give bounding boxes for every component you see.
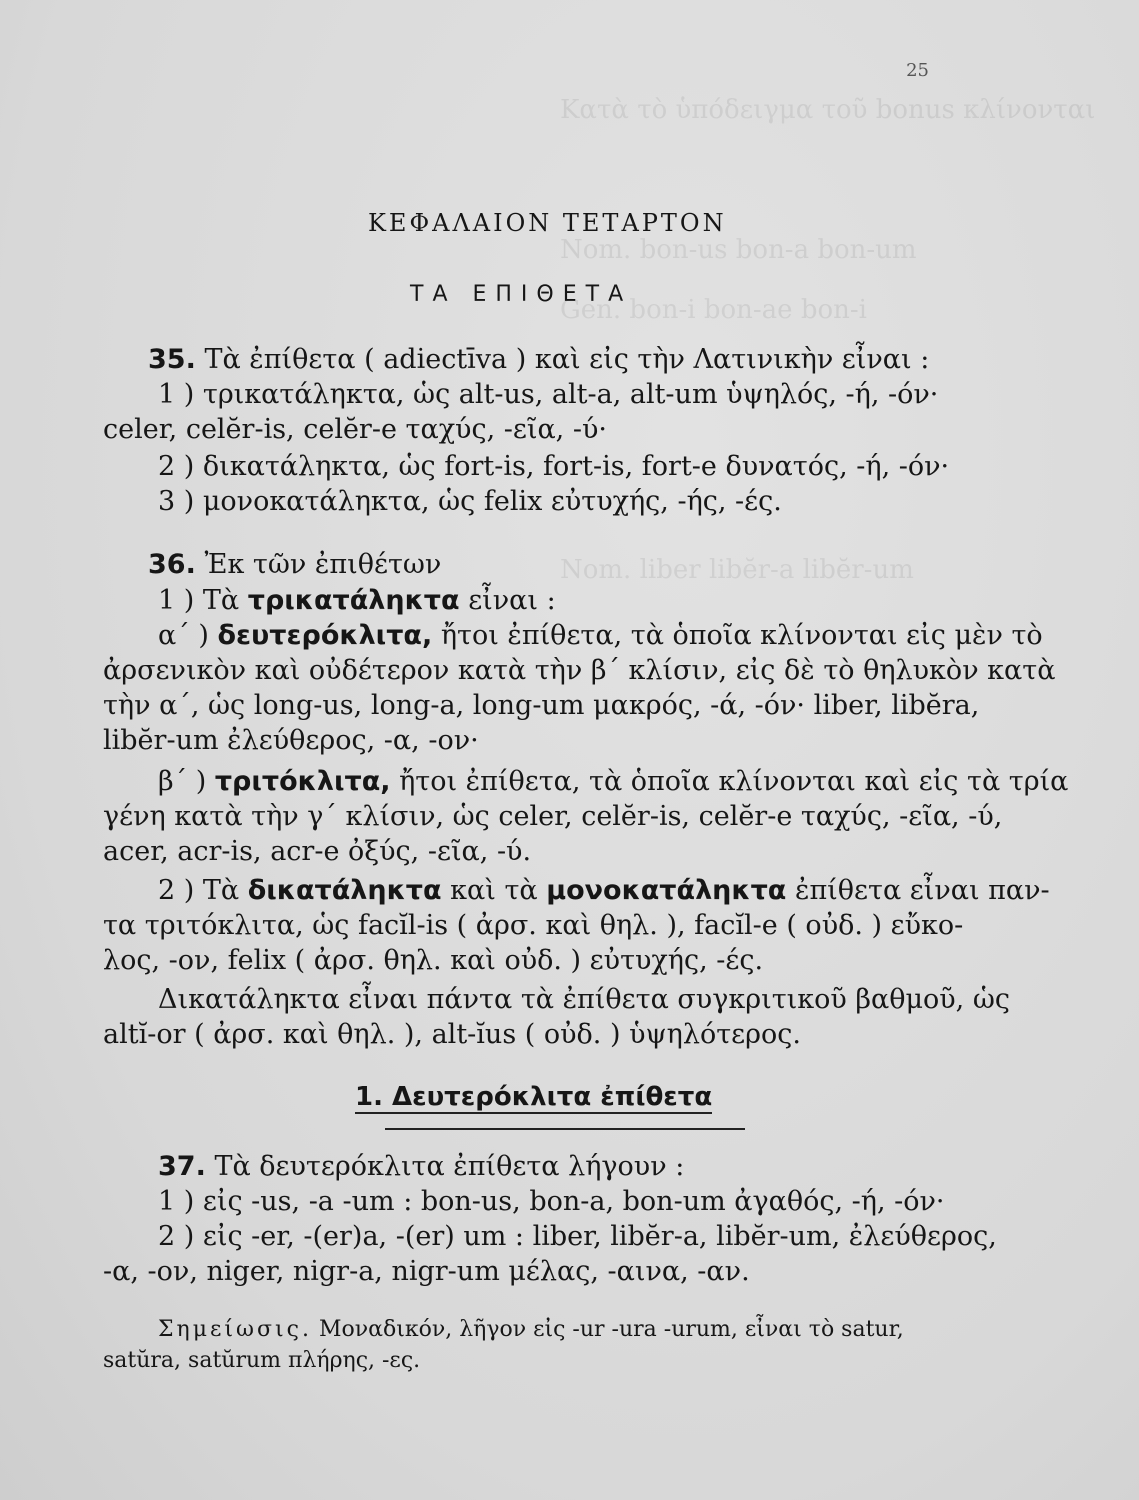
paragraph-36-line-1: 36. Ἐκ τῶν ἐπιθέτων bbox=[148, 549, 442, 580]
paragraph-35-line-1: 35. Τὰ ἐπίθετα ( adiectīva ) καὶ εἰς τὴν Λατινικὴν εἶναι : bbox=[148, 344, 930, 375]
paragraph-36-item-2-line-3: λος, -ον, felix ( ἀρσ. θηλ. καὶ οὐδ. ) εὐτυχής, -ές. bbox=[103, 945, 764, 976]
paragraph-36-note-line-1: Δικατάληκτα εἶναι πάντα τὰ ἐπίθετα συγκριτικοῦ βαθμοῦ, ὡς bbox=[158, 984, 1010, 1015]
note-line-2: satŭra, satŭrum πλήρης, -ες. bbox=[103, 1348, 421, 1373]
note-label: Σημείωσις. bbox=[158, 1317, 312, 1342]
paragraph-35-line-2: 1 ) τρικατάληκτα, ὡς alt-us, alt-a, alt-um ὑψηλός, -ή, -όν· bbox=[158, 379, 939, 410]
paragraph-36-item-b-line-1: β΄ ) τριτόκλιτα, ἤτοι ἐπίθετα, τὰ ὁποῖα κλίνονται καὶ εἰς τὰ τρία bbox=[158, 766, 1069, 797]
paragraph-37-line-2: 1 ) εἰς -us, -a -um : bon-us, bon-a, bon-um ἀγαθός, -ή, -όν· bbox=[158, 1186, 945, 1217]
section-title: ΤΑ ΕΠΙΘΕΤΑ bbox=[410, 282, 633, 307]
paragraph-37-line-3: 2 ) εἰς -er, -(er)a, -(er) um : liber, libĕr-a, libĕr-um, ἐλεύθερος, bbox=[158, 1221, 997, 1252]
paragraph-36-item-2-line-1: 2 ) Τὰ δικατάληκτα καὶ τὰ μονοκατάληκτα ἐπίθετα εἶναι παν- bbox=[158, 875, 1050, 906]
paragraph-36-item-a-line-3: τὴν α΄, ὡς long-us, long-a, long-um μακρός, -ά, -όν· liber, libĕra, bbox=[103, 690, 980, 721]
show-through-text: Κατὰ τὸ ὑπόδειγμα τοῦ bonus κλίνονται Nom. bon-us bon-a bon-um Gen. bon-i bon-ae bon-i Nom. liber libĕr-a libĕr-um bbox=[560, 95, 1096, 585]
paragraph-number-37: 37. bbox=[158, 1151, 206, 1182]
page-number: 25 bbox=[906, 60, 929, 81]
paragraph-36-line-2: 1 ) Τὰ τρικατάληκτα εἶναι : bbox=[158, 585, 556, 616]
paragraph-36-item-a-line-1: α΄ ) δευτερόκλιτα, ἤτοι ἐπίθετα, τὰ ὁποῖα κλίνονται εἰς μὲν τὸ bbox=[158, 620, 1043, 651]
paragraph-36-item-a-line-4: libĕr-um ἐλεύθερος, -α, -ον· bbox=[103, 725, 479, 756]
paragraph-36-item-b-line-3: acer, acr-is, acr-e ὀξύς, -εῖα, -ύ. bbox=[103, 836, 532, 867]
paragraph-35-line-5: 3 ) μονοκατάληκτα, ὡς felix εὐτυχής, -ής, -ές. bbox=[158, 486, 782, 517]
paragraph-number-36: 36. bbox=[148, 549, 196, 580]
paragraph-36-item-b-line-2: γένη κατὰ τὴν γ΄ κλίσιν, ὡς celer, celĕr-is, celĕr-e ταχύς, -εῖα, -ύ, bbox=[103, 801, 1003, 832]
subheading-rule bbox=[385, 1128, 745, 1130]
paragraph-35-line-3: celer, celĕr-is, celĕr-e ταχύς, -εῖα, -ύ· bbox=[103, 414, 607, 445]
paragraph-number-35: 35. bbox=[148, 344, 196, 375]
note-line-1: Σημείωσις. Μοναδικόν, λῆγον εἰς -ur -ura -urum, εἶναι τὸ satur, bbox=[158, 1317, 904, 1342]
paragraph-35-line-4: 2 ) δικατάληκτα, ὡς fort-is, fort-is, fort-e δυνατός, -ή, -όν· bbox=[158, 451, 950, 482]
paragraph-36-note-line-2: altĭ-or ( ἀρσ. καὶ θηλ. ), alt-ĭus ( οὐδ. ) ὑψηλότερος. bbox=[103, 1019, 801, 1050]
chapter-title: ΚΕΦΑΛΑΙΟΝ ΤΕΤΑΡΤΟΝ bbox=[368, 209, 727, 237]
paragraph-37-line-4: -α, -ον, niger, nigr-a, nigr-um μέλας, -αινα, -αν. bbox=[103, 1256, 750, 1287]
paragraph-37-line-1: 37. Τὰ δευτερόκλιτα ἐπίθετα λήγουν : bbox=[158, 1151, 685, 1182]
subheading: 1. Δευτερόκλιτα ἐπίθετα bbox=[355, 1082, 713, 1112]
paragraph-36-item-2-line-2: τα τριτόκλιτα, ὡς facĭl-is ( ἀρσ. καὶ θηλ. ), facĭl-e ( οὐδ. ) εὔκο- bbox=[103, 910, 964, 941]
paragraph-36-item-a-line-2: ἀρσενικὸν καὶ οὐδέτερον κατὰ τὴν β΄ κλίσιν, εἰς δὲ τὸ θηλυκὸν κατὰ bbox=[103, 655, 1056, 686]
